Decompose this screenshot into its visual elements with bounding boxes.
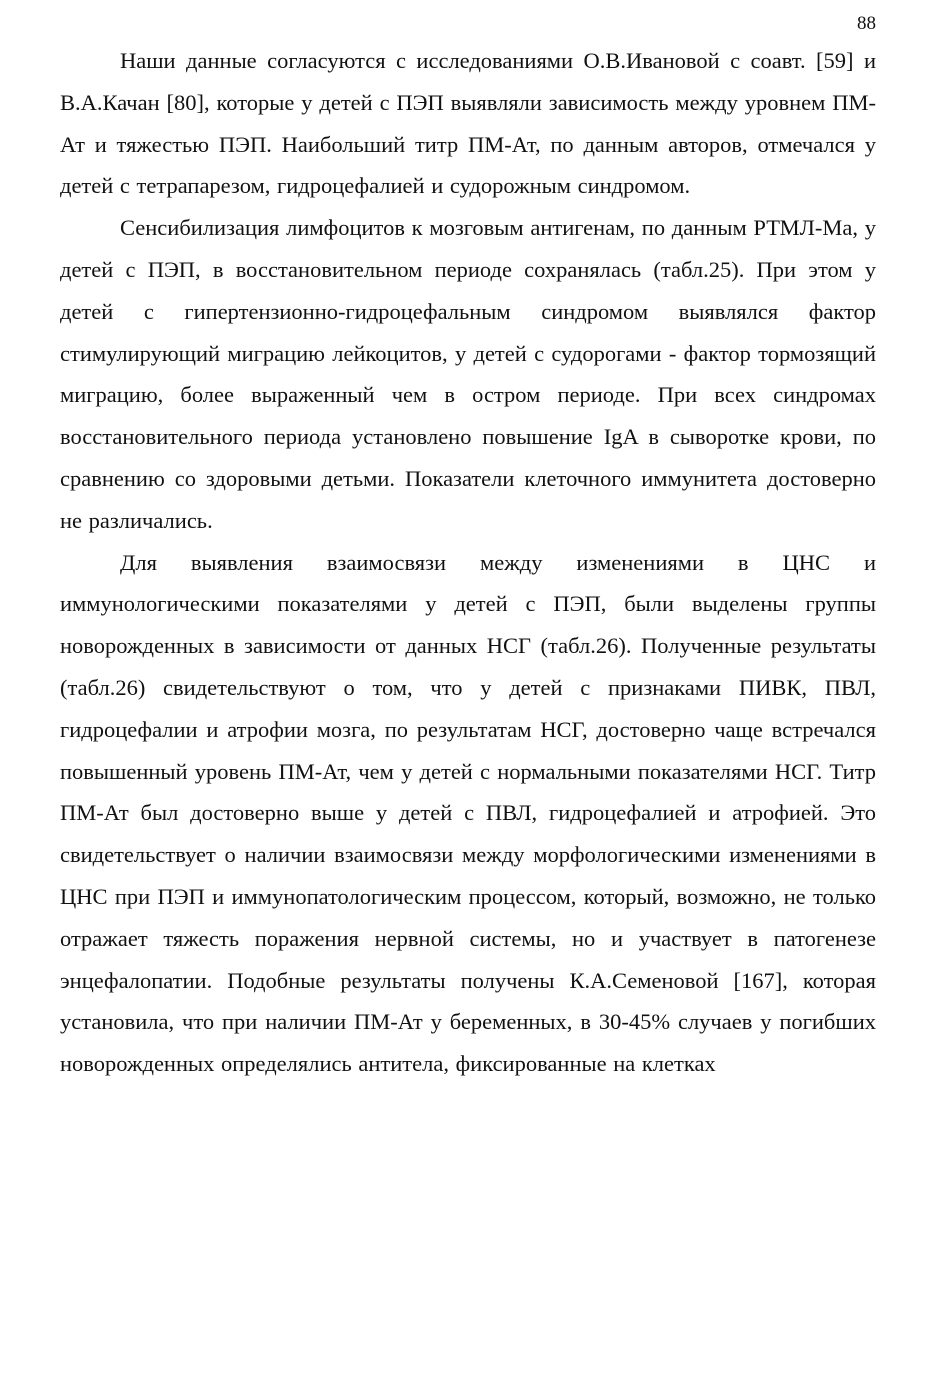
document-body <box>60 40 876 1085</box>
paragraph-3: Для выявления взаимосвязи между изменениями в ЦНС и иммунологическими показателями у детей с ПЭП, были выделены группы новорожденных в зависимости от данных НСГ (табл.26). Полученные результаты (табл.26) свидетельствуют о том, что у детей с признаками ПИВК, ПВЛ, гидроцефалии и атрофии мозга, по результатам НСГ, достоверно чаще встречался повышенный уровень ПМ-Ат, чем у детей с нормальными показателями НСГ. Титр ПМ-Ат был достоверно выше у детей с ПВЛ, гидроцефалией и атрофией. Это свидетельствует о наличии взаимосвязи между морфологическими изменениями в ЦНС при ПЭП и иммунопатологическим процессом, который, возможно, не только отражает тяжесть поражения нервной системы, но и участвует в патогенезе энцефалопатии. Подобные результаты получены К.А.Семеновой [167], которая установила, что при наличии ПМ-Ат у беременных, в 30-45% случаев у погибших новорожденных определялись антитела, фиксированные на клетках <box>60 549 876 1077</box>
paragraph-2: Сенсибилизация лимфоцитов к мозговым антигенам, по данным РТМЛ-Ма, у детей с ПЭП, в восстановительном периоде сохранялась (табл.25). При этом у детей с гипертензионно-гидроцефальным синдромом выявлялся фактор стимулирующий миграцию лейкоцитов, у детей с судорогами - фактор тормозящий миграцию, более выраженный чем в остром периоде. При всех синдромах восстановительного периода установлено повышение IgA в сыворотке крови, по сравнению со здоровыми детьми. Показатели клеточного иммунитета достоверно не различались. <box>60 215 876 533</box>
page-number: 88 <box>857 13 876 34</box>
paragraph-1: Наши данные согласуются с исследованиями О.В.Ивановой с соавт. [59] и В.А.Качан [80], которые у детей с ПЭП выявляли зависимость между уровнем ПМ-Ат и тяжестью ПЭП. Наибольший титр ПМ-Ат, по данным авторов, отмечался у детей с тетрапарезом, гидроцефалией и судорожным синдромом. <box>60 48 876 199</box>
